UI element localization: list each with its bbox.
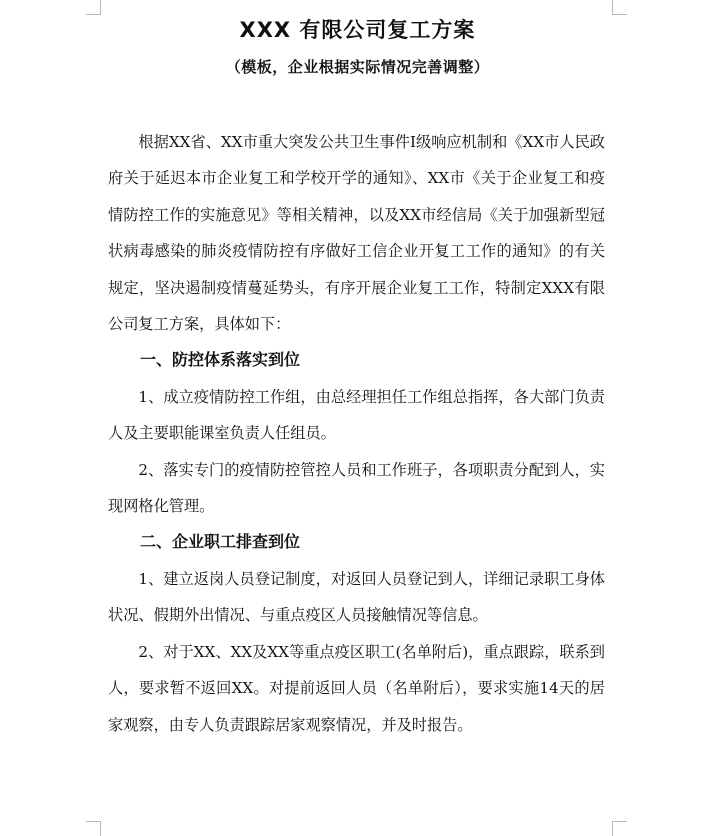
section-2-item-1: 1、建立返岗人员登记制度，对返回人员登记到人，详细记录职工身体状况、假期外出情况、与重点疫区人员接触情况等信息。 bbox=[108, 569, 605, 625]
page-corner-mark-top-left bbox=[86, 0, 101, 15]
intro-paragraph: 根据XX省、XX市重大突发公共卫生事件Ⅰ级响应机制和《XX市人民政府关于延迟本市企业复工和学校开学的通知》、XX市《关于企业复工和疫情防控工作的实施意见》等相关精神，以及XX市经信局《关于加强新型冠状病毒感染的肺炎疫情防控有序做好工信企业开复工工作的通知》的有关规定，坚决遏制疫情蔓延势头，有序开展企业复工工作，特制定XXX有限公司复工方案，具体如下： bbox=[108, 133, 605, 334]
document-title: XXX 有限公司复工方案 bbox=[239, 18, 476, 42]
document-body bbox=[108, 124, 605, 743]
section-1-item-1: 1、成立疫情防控工作组，由总经理担任工作组总指挥，各大部门负责人及主要职能课室负责人任组员。 bbox=[108, 387, 605, 443]
page-corner-mark-bottom-right bbox=[612, 821, 627, 836]
section-heading-staff-screening: 二、企业职工排查到位 bbox=[140, 532, 301, 552]
section-heading-prevention-system: 一、防控体系落实到位 bbox=[140, 350, 301, 370]
section-2-item-2: 2、对于XX、XX及XX等重点疫区职工(名单附后)，重点跟踪，联系到人，要求暂不返回XX。对提前返回人员（名单附后），要求实施14天的居家观察，由专人负责跟踪居家观察情况，并及时报告。 bbox=[108, 642, 605, 734]
page-corner-mark-bottom-left bbox=[86, 821, 101, 836]
section-1-item-2: 2、落实专门的疫情防控管控人员和工作班子，各项职责分配到人，实现网格化管理。 bbox=[108, 460, 605, 516]
document-subtitle: （模板，企业根据实际情况完善调整） bbox=[225, 58, 490, 76]
page-corner-mark-top-right bbox=[612, 0, 627, 15]
